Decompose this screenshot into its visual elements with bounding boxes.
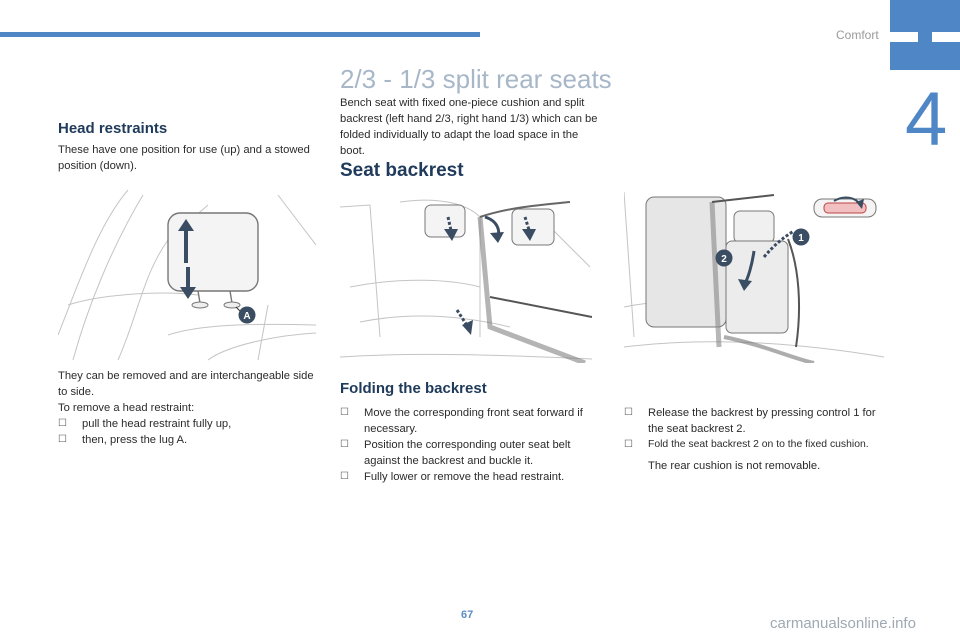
folding-backrest-heading: Folding the backrest [340, 380, 487, 397]
split-seats-intro: Bench seat with fixed one-piece cushion and split backrest (left hand 2/3, right hand 1/3) which can be folded individually to adapt the load space in the boot. [340, 97, 598, 157]
chapter-number: 4 [905, 77, 948, 162]
watermark: carmanualsonline.info [770, 615, 916, 632]
head-restraint-illustration [58, 185, 316, 363]
cushion-note: The rear cushion is not removable. [648, 460, 821, 472]
chapter-tab-notch [890, 32, 918, 42]
folding-steps-list [340, 405, 605, 485]
chapter-tab-notch [932, 32, 960, 42]
page-number: 67 [461, 609, 474, 621]
list-item: ☐ Release the backrest by pressing control 1 for the seat backrest 2. [624, 407, 876, 435]
list-item: ☐ then, press the lug A. [58, 434, 188, 446]
checkbox-icon: ☐ [58, 418, 67, 429]
remove-instructions-intro: To remove a head restraint: [58, 402, 195, 414]
header-rule [0, 32, 480, 37]
head-restraints-intro: These have one position for use (up) and a stowed position (down). [58, 144, 310, 172]
list-item: ☐ Position the corresponding outer seat belt against the backrest and buckle it. [340, 439, 571, 467]
checkbox-icon: ☐ [624, 407, 633, 418]
checkbox-icon: ☐ [58, 434, 67, 445]
checkbox-icon: ☐ [340, 471, 349, 482]
list-item: ☐ pull the head restraint fully up, [58, 418, 232, 430]
removable-text: They can be removed and are interchangeable side to side. [58, 370, 314, 398]
list-item: ☐ Fully lower or remove the head restraint. [340, 471, 565, 483]
checkbox-icon: ☐ [340, 407, 349, 418]
list-item: ☐ Move the corresponding front seat forward if necessary. [340, 407, 583, 435]
release-steps-list [624, 405, 889, 453]
checkbox-icon: ☐ [624, 439, 633, 450]
callout-a-label: A [243, 311, 251, 322]
section-label: Comfort [836, 28, 879, 42]
checkbox-icon: ☐ [340, 439, 349, 450]
callout-1-label: 1 [798, 233, 804, 244]
callout-2-label: 2 [721, 254, 727, 265]
head-restraints-heading: Head restraints [58, 120, 168, 137]
seat-preparation-illustration [340, 187, 592, 363]
remove-steps-list [58, 416, 318, 448]
list-item: ☐ Fold the seat backrest 2 on to the fixed cushion. [624, 437, 889, 453]
seat-backrest-heading: Seat backrest [340, 160, 464, 181]
backrest-release-illustration [624, 187, 884, 363]
page-title: 2/3 - 1/3 split rear seats [340, 64, 612, 94]
